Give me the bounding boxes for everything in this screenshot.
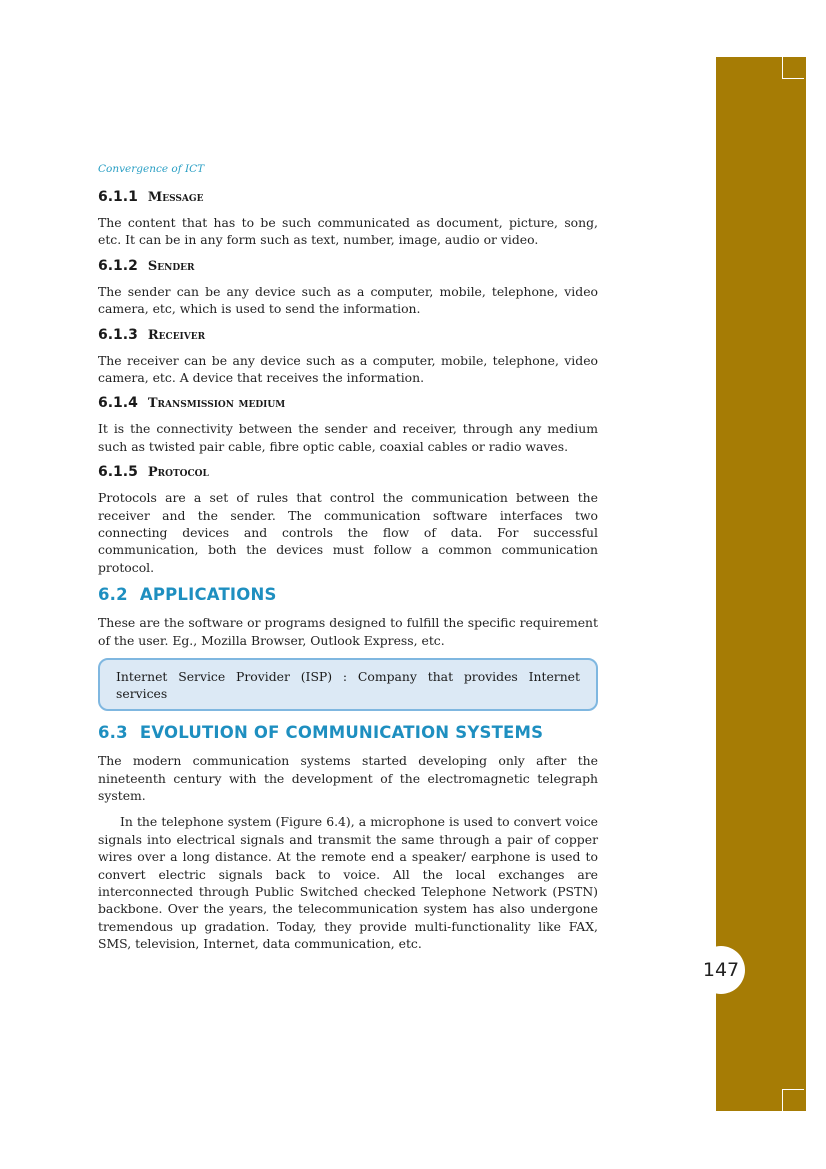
paragraph-transmission-medium: It is the connectivity between the sender and receiver, through any medium such as twisted pair cable, fibre optic cable, coaxial cables or radio waves. <box>98 421 598 454</box>
subsection-heading-sender <box>98 258 598 274</box>
section-number: 6.2 <box>98 585 128 605</box>
page-number-text: 147 <box>702 959 740 981</box>
section-number: 6.3 <box>98 723 128 743</box>
isp-info-box <box>98 658 598 711</box>
crop-mark-bottom <box>782 1089 804 1111</box>
subsection-heading-message <box>98 189 598 205</box>
subsection-heading-receiver <box>98 327 598 343</box>
page-content <box>98 163 598 962</box>
isp-info-text: Internet Service Provider (ISP) : Company that provides Internet services <box>116 669 580 702</box>
subsection-heading-transmission-medium <box>98 395 598 411</box>
subsection-title: Protocol <box>147 465 209 481</box>
paragraph-evolution-1: The modern communication systems started developing only after the nineteenth century with the development of the electromagnetic telegraph system. <box>98 753 598 803</box>
crop-mark-top <box>782 57 804 79</box>
subsection-title: Sender <box>147 258 195 274</box>
section-heading-evolution <box>98 723 598 742</box>
section-heading-applications <box>98 585 598 604</box>
paragraph-protocol: Protocols are a set of rules that control the communication between the receiver and the sender. The communication software interfaces two connecting devices and controls the flow of data. For successful communication, both the devices must follow a common communication protocol. <box>98 490 598 575</box>
subsection-number: 6.1.3 <box>98 326 138 343</box>
section-title: APPLICATIONS <box>139 585 277 605</box>
subsection-number: 6.1.1 <box>98 189 138 205</box>
paragraph-sender: The sender can be any device such as a computer, mobile, telephone, video camera, etc, which is used to send the information. <box>98 283 598 317</box>
subsection-heading-protocol <box>98 464 598 480</box>
subsection-number: 6.1.2 <box>98 257 138 274</box>
section-title: EVOLUTION OF COMMUNICATION SYSTEMS <box>139 723 544 743</box>
subsection-number: 6.1.4 <box>98 395 138 412</box>
subsection-title: Receiver <box>147 327 206 343</box>
subsection-number: 6.1.5 <box>98 464 138 481</box>
running-head: Convergence of ICT <box>98 163 205 175</box>
paragraph-evolution-2: In the telephone system (Figure 6.4), a microphone is used to convert voice signals into electrical signals and transmit the same through a pair of copper wires over a long distance. At the remote end a speaker/ earphone is used to convert electric signals back to voice. All the local exchanges are interconnected through Public Switched checked Telephone Network (PSTN) backbone. Over the years, the telecommunication system has also undergone tremendous up gradation. Today, they provide multi-functionality like FAX, SMS, television, Internet, data communication, etc. <box>98 814 598 952</box>
paragraph-receiver: The receiver can be any device such as a computer, mobile, telephone, video camera, etc. A device that receives the information. <box>98 352 598 386</box>
paragraph-applications: These are the software or programs designed to fulfill the specific requirement of the user. Eg., Mozilla Browser, Outlook Express, etc. <box>98 615 598 648</box>
paragraph-message: The content that has to be such communicated as document, picture, song, etc. It can be in any form such as text, number, image, audio or video. <box>98 215 598 248</box>
subsection-title: Transmission medium <box>147 396 286 412</box>
page-number <box>697 946 745 994</box>
subsection-title: Message <box>147 190 204 205</box>
